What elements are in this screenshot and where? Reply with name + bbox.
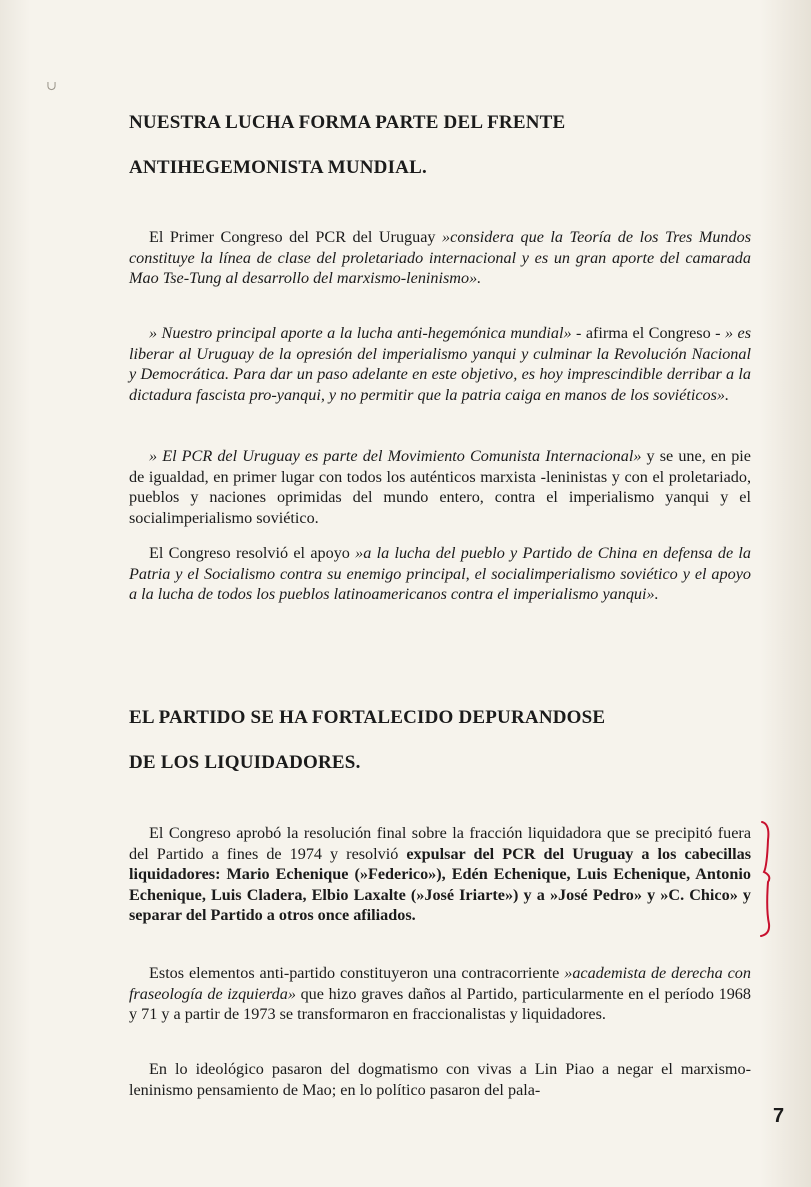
p4-text: El Congreso resolvió el apoyo [149, 544, 356, 562]
p5-text: El Congreso aprobó la resolución final sobre la fracción liquidadora que se precipitó fuera del Partido a fines de 1974 y resolvió [129, 824, 751, 863]
paragraph-6 [129, 963, 751, 1025]
p3-text: y se une, en pie de igualdad, en primer lugar con todos los auténticos marxista -leninistas y con el proletariado, pueblos y naciones oprimidas del mundo entero, contra el imperialismo yanqui y el socialimperialismo soviético. [129, 447, 751, 527]
paragraph-1 [129, 227, 751, 289]
heading-1-line-2: ANTIHEGEMONISTA MUNDIAL. [129, 157, 427, 178]
bracket-stroke [761, 822, 769, 936]
heading-2-line-2: DE LOS LIQUIDADORES. [129, 752, 361, 773]
section-heading-2 [129, 695, 751, 785]
heading-partido [129, 695, 751, 785]
stray-mark: ∪ [46, 78, 57, 93]
paragraph-5 [129, 823, 751, 926]
p6-text-2: que hizo graves daños al Partido, particularmente en el período 1968 y 71 y a partir de 1973 se transformaron en fraccionalistas y liquidadores. [129, 984, 751, 1024]
p4-quote: »a la lucha del pueblo y Partido de China en defensa de la Patria y el Socialismo contra su enemigo principal, el socialimperialismo soviético y el apoyo a la lucha de todos los pueblos latinoamericanos contra el imperialismo yanqui». [129, 544, 751, 604]
p7-text: En lo ideológico pasaron del dogmatismo con vivas a Lin Piao a negar el marxismo-leninismo pensamiento de Mao; en lo político pasaron del pala- [129, 1060, 751, 1099]
p2-text: - afirma el Congreso - [571, 324, 725, 342]
heading-2-line-1: EL PARTIDO SE HA FORTALECIDO DEPURANDOSE [129, 707, 606, 728]
paragraph-2 [129, 323, 751, 405]
p3-quote: » El PCR del Uruguay es parte del Movimiento Comunista Internacional» [149, 447, 642, 465]
paragraph-3 [129, 446, 751, 528]
heading-1-line-1: NUESTRA LUCHA FORMA PARTE DEL FRENTE [129, 112, 566, 133]
p2-quote-2: » es liberar al Uruguay de la opresión del imperialismo yanqui y culminar la Revolución Nacional y Democrática. Para dar un paso adelante en este objetivo, es hoy imprescindible derribar a la dictadura fascista pro-yanqui, y no permitir que la patria caiga en manos de los soviéticos». [129, 324, 752, 404]
section-heading-1 [129, 100, 751, 190]
p6-quote: »academista de derecha con fraseología de izquierda» [129, 964, 751, 1003]
page-number: 7 [773, 1105, 785, 1127]
p2-quote-1: » Nuestro principal aporte a la lucha anti-hegemónica mundial» [149, 324, 572, 342]
p5-bold: expulsar del PCR del Uruguay a los cabecillas liquidadores: Mario Echenique (»Federico»), Edén Echenique, Luis Echenique, Antonio Echenique, Luis Cladera, Elbio Laxalte (»José Iriarte») y a »José Pedro» y »C. Chico» y separar del Partido a otros once afiliados. [129, 844, 752, 925]
paragraph-7 [129, 1059, 751, 1100]
heading-frente [129, 100, 751, 190]
paragraph-4 [129, 543, 751, 605]
p6-text-1: Estos elementos anti-partido constituyeron una contracorriente [149, 964, 565, 982]
p1-text: El Primer Congreso del PCR del Uruguay [149, 228, 443, 246]
red-bracket-annotation [758, 820, 778, 938]
p1-quote: »considera que la Teoría de los Tres Mundos constituye la línea de clase del proletariado internacional y es un gran aporte del camarada Mao Tse-Tung al desarrollo del marxismo-leninismo». [129, 228, 752, 288]
